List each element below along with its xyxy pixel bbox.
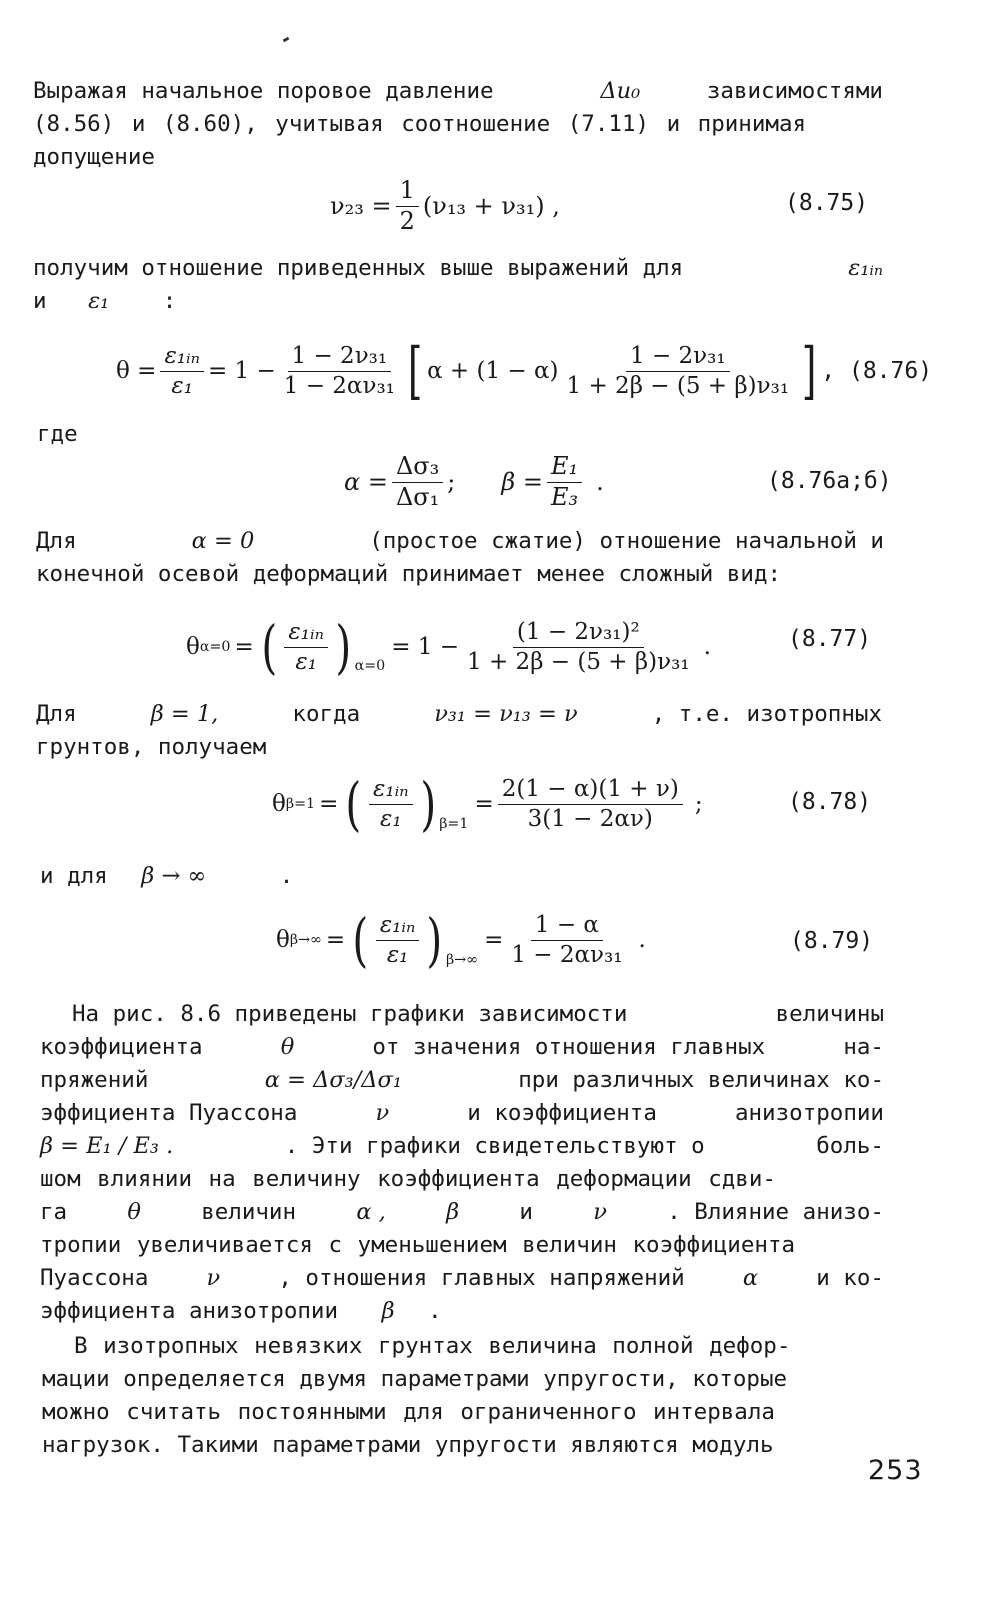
denominator: 1 − 2αν₃₁	[511, 941, 623, 968]
fraction	[507, 912, 626, 968]
denominator: 1 − 2αν₃₁	[283, 372, 395, 399]
eq-theta: θ	[186, 634, 200, 660]
denominator: 1 + 2β − (5 + β)ν₃₁	[566, 372, 790, 399]
equation-number: (8.79)	[790, 928, 874, 954]
text: Для	[36, 701, 77, 727]
math-inline: θ	[127, 1199, 141, 1225]
numerator: 1	[396, 177, 419, 207]
fraction	[369, 776, 413, 832]
eq-text: =	[234, 634, 254, 660]
eq-theta: θ	[276, 927, 290, 953]
bracket-close: ]	[801, 334, 817, 407]
text-line: грунтов, получаем	[36, 734, 267, 760]
numerator: ε₁ᵢₙ	[376, 912, 420, 940]
math-inline: α = 0	[191, 528, 255, 554]
eq-text: α + (1 − α)	[427, 358, 559, 384]
denominator: ε₁	[386, 941, 409, 968]
text: . Влияние анизо-	[667, 1199, 884, 1225]
subscript: α=0	[199, 639, 231, 655]
eq-theta: θ	[272, 791, 286, 817]
text-line	[33, 252, 883, 285]
text-line	[40, 1262, 884, 1295]
equation-8-78	[272, 766, 703, 842]
numerator: Δσ₃	[392, 453, 443, 483]
eq-text: ;	[694, 791, 703, 817]
fraction	[160, 343, 204, 399]
fraction	[284, 619, 328, 675]
text: величины	[775, 1001, 884, 1027]
numerator: ε₁ᵢₙ	[284, 619, 328, 647]
math-inline: β = 1,	[150, 701, 219, 727]
text: эффициента Пуассона	[40, 1100, 298, 1126]
math-inline: θ	[280, 1034, 295, 1060]
text-line: шом влиянии на величину коэффициента деформации сдви-	[40, 1166, 776, 1192]
eq-text: =	[474, 791, 494, 817]
numerator: (1 − 2ν₃₁)²	[513, 619, 644, 647]
paragraph-alpha-zero	[36, 525, 884, 591]
text-line: (8.56) и (8.60), учитывая соотношение (7.11) и принимая	[33, 111, 807, 137]
math-inline: Δu₀	[600, 78, 641, 104]
text-line	[40, 998, 884, 1031]
text: боль-	[816, 1133, 884, 1159]
equation-number: , (8.76)	[821, 358, 933, 384]
paren-open: (	[352, 906, 369, 974]
text-line: конечной осевой деформаций принимает менее сложный вид:	[36, 561, 782, 587]
subscript: β=1	[439, 816, 469, 832]
text-line: допущение	[33, 144, 155, 170]
text-line	[40, 1097, 884, 1130]
text-line	[40, 1295, 884, 1328]
text: на-	[843, 1034, 884, 1060]
page-number: 253	[868, 1455, 923, 1486]
eq-rhs: (ν₁₃ + ν₃₁) ,	[422, 192, 560, 220]
text-line	[40, 1196, 884, 1229]
fraction	[547, 453, 582, 511]
numerator: 1 − α	[531, 912, 603, 940]
subscript: β=1	[285, 796, 316, 812]
text-line	[36, 525, 884, 558]
equation-8-79	[276, 902, 646, 978]
paren-close: )	[426, 906, 443, 974]
text: коэффициента	[40, 1034, 203, 1060]
eq-lhs: ν₂₃ =	[330, 192, 392, 220]
subscript: β→∞	[289, 932, 322, 948]
text: при различных величинах ко-	[518, 1067, 884, 1093]
fraction	[563, 343, 794, 399]
math-inline: β	[446, 1199, 460, 1225]
text: . Эти графики свидетельствуют о	[284, 1133, 705, 1159]
fraction	[280, 343, 399, 399]
text-line: нагрузок. Такими параметрами упругости являются модуль	[42, 1432, 774, 1458]
text-line: мации определяется двумя параметрами упругости, которые	[42, 1366, 788, 1392]
equation-number: (8.76а;б)	[767, 468, 892, 494]
math-inline: α ,	[356, 1199, 386, 1225]
text-line	[33, 75, 883, 108]
fraction	[376, 912, 420, 968]
text: и ко-	[816, 1265, 884, 1291]
denominator: 1 + 2β − (5 + β)ν₃₁	[467, 648, 690, 675]
equation-8-76	[116, 334, 932, 408]
text-line	[33, 285, 883, 318]
fraction	[463, 619, 694, 675]
eq-text: .	[596, 468, 604, 496]
denominator: 3(1 − 2αν)	[527, 805, 653, 832]
text: величин	[201, 1199, 297, 1225]
text-line: тропии увеличивается с уменьшением величин коэффициента	[40, 1232, 796, 1258]
equation-8-75	[330, 175, 560, 235]
eq-theta: θ =	[116, 358, 157, 384]
text: зависимостями	[706, 78, 883, 104]
denominator: 2	[399, 206, 415, 235]
eq-alpha: α =	[344, 468, 388, 496]
paren-open: (	[261, 613, 278, 681]
text: эффициента анизотропии	[40, 1298, 339, 1324]
text: от значения отношения главных	[372, 1034, 766, 1060]
text-line: В изотропных невязких грунтах величина полной дефор-	[74, 1333, 791, 1359]
eq-text: =	[484, 927, 504, 953]
eq-text: =	[319, 791, 339, 817]
equation-number: (8.75)	[785, 190, 869, 216]
eq-text: .	[638, 927, 646, 953]
fraction	[498, 776, 683, 832]
text-line	[40, 1064, 884, 1097]
text: анизотропии	[734, 1100, 884, 1126]
text-line	[36, 698, 882, 731]
paragraph-isotropic-soils	[42, 1330, 884, 1462]
text-line	[40, 1031, 884, 1064]
eq-text: ;	[447, 468, 456, 496]
paragraph-beta-one	[36, 698, 882, 764]
denominator: E₃	[551, 482, 579, 511]
text: и	[519, 1199, 533, 1225]
eq-text: = 1 −	[391, 634, 460, 660]
text: и для	[40, 863, 108, 889]
text: , т.е. изотропных	[651, 701, 882, 727]
math-inline: ε₁ᵢₙ	[848, 255, 883, 281]
denominator: Δσ₁	[395, 482, 440, 511]
math-inline: ν	[593, 1199, 607, 1225]
paragraph-intro	[33, 75, 883, 174]
subscript: β→∞	[446, 952, 479, 968]
equation-number: (8.78)	[788, 789, 872, 815]
math-inline: ν	[206, 1265, 221, 1291]
text: когда	[292, 701, 361, 727]
text: и коэффициента	[467, 1100, 657, 1126]
numerator: 2(1 − α)(1 + ν)	[498, 776, 683, 804]
text: Для	[36, 528, 77, 554]
text: и	[33, 288, 47, 314]
math-inline: ε₁	[88, 288, 110, 314]
text-line	[40, 1130, 884, 1163]
subscript: α=0	[354, 658, 386, 674]
eq-text: .	[703, 634, 711, 660]
text: Пуассона	[40, 1265, 149, 1291]
math-inline: β → ∞	[141, 863, 207, 889]
text: га	[40, 1199, 68, 1225]
fraction	[396, 177, 419, 235]
text-line: можно считать постоянными для ограниченного интервала	[42, 1399, 775, 1425]
equation-8-76ab	[344, 446, 604, 518]
text: .	[279, 863, 294, 889]
paragraph-ratio	[33, 252, 883, 318]
eq-text: =	[325, 927, 346, 953]
paragraph-figure-discussion	[40, 998, 884, 1328]
eq-beta: β =	[501, 468, 544, 496]
denominator: ε₁	[171, 372, 193, 399]
denominator: ε₁	[380, 805, 402, 832]
paren-open: (	[345, 770, 362, 838]
text: получим отношение приведенных выше выражений для	[33, 255, 684, 281]
paragraph-beta-inf	[40, 860, 293, 893]
text: :	[162, 288, 177, 314]
numerator: ε₁ᵢₙ	[369, 776, 413, 804]
denominator: ε₁	[295, 648, 317, 675]
math-inline: β = E₁ / E₃ .	[40, 1133, 174, 1159]
text: .	[428, 1298, 442, 1324]
math-inline: α	[742, 1265, 759, 1291]
paren-close: )	[419, 770, 436, 838]
numerator: 1 − 2ν₃₁	[626, 343, 730, 371]
math-inline: ν	[375, 1100, 390, 1126]
math-inline: β	[381, 1298, 395, 1324]
text: , отношения главных напряжений	[278, 1265, 685, 1291]
numerator: E₁	[547, 453, 582, 483]
equation-number: (8.77)	[788, 626, 872, 652]
bracket-open: [	[407, 334, 423, 407]
text: (простое сжатие) отношение начальной и	[369, 528, 884, 554]
word-gde: где	[37, 421, 78, 447]
text: пряжений	[40, 1067, 149, 1093]
eq-text: = 1 −	[207, 358, 276, 384]
text: Выражая начальное поровое давление	[33, 78, 494, 104]
equation-8-77	[186, 610, 711, 684]
numerator: ε₁ᵢₙ	[160, 343, 204, 371]
math-inline: ν₃₁ = ν₁₃ = ν	[434, 701, 578, 727]
text: На рис. 8.6 приведены графики зависимости	[72, 1001, 628, 1027]
numerator: 1 − 2ν₃₁	[288, 343, 392, 371]
math-inline: α = Δσ₃/Δσ₁	[264, 1067, 402, 1093]
fraction	[392, 453, 443, 511]
stray-mark	[283, 37, 290, 43]
paren-close: )	[335, 613, 352, 681]
